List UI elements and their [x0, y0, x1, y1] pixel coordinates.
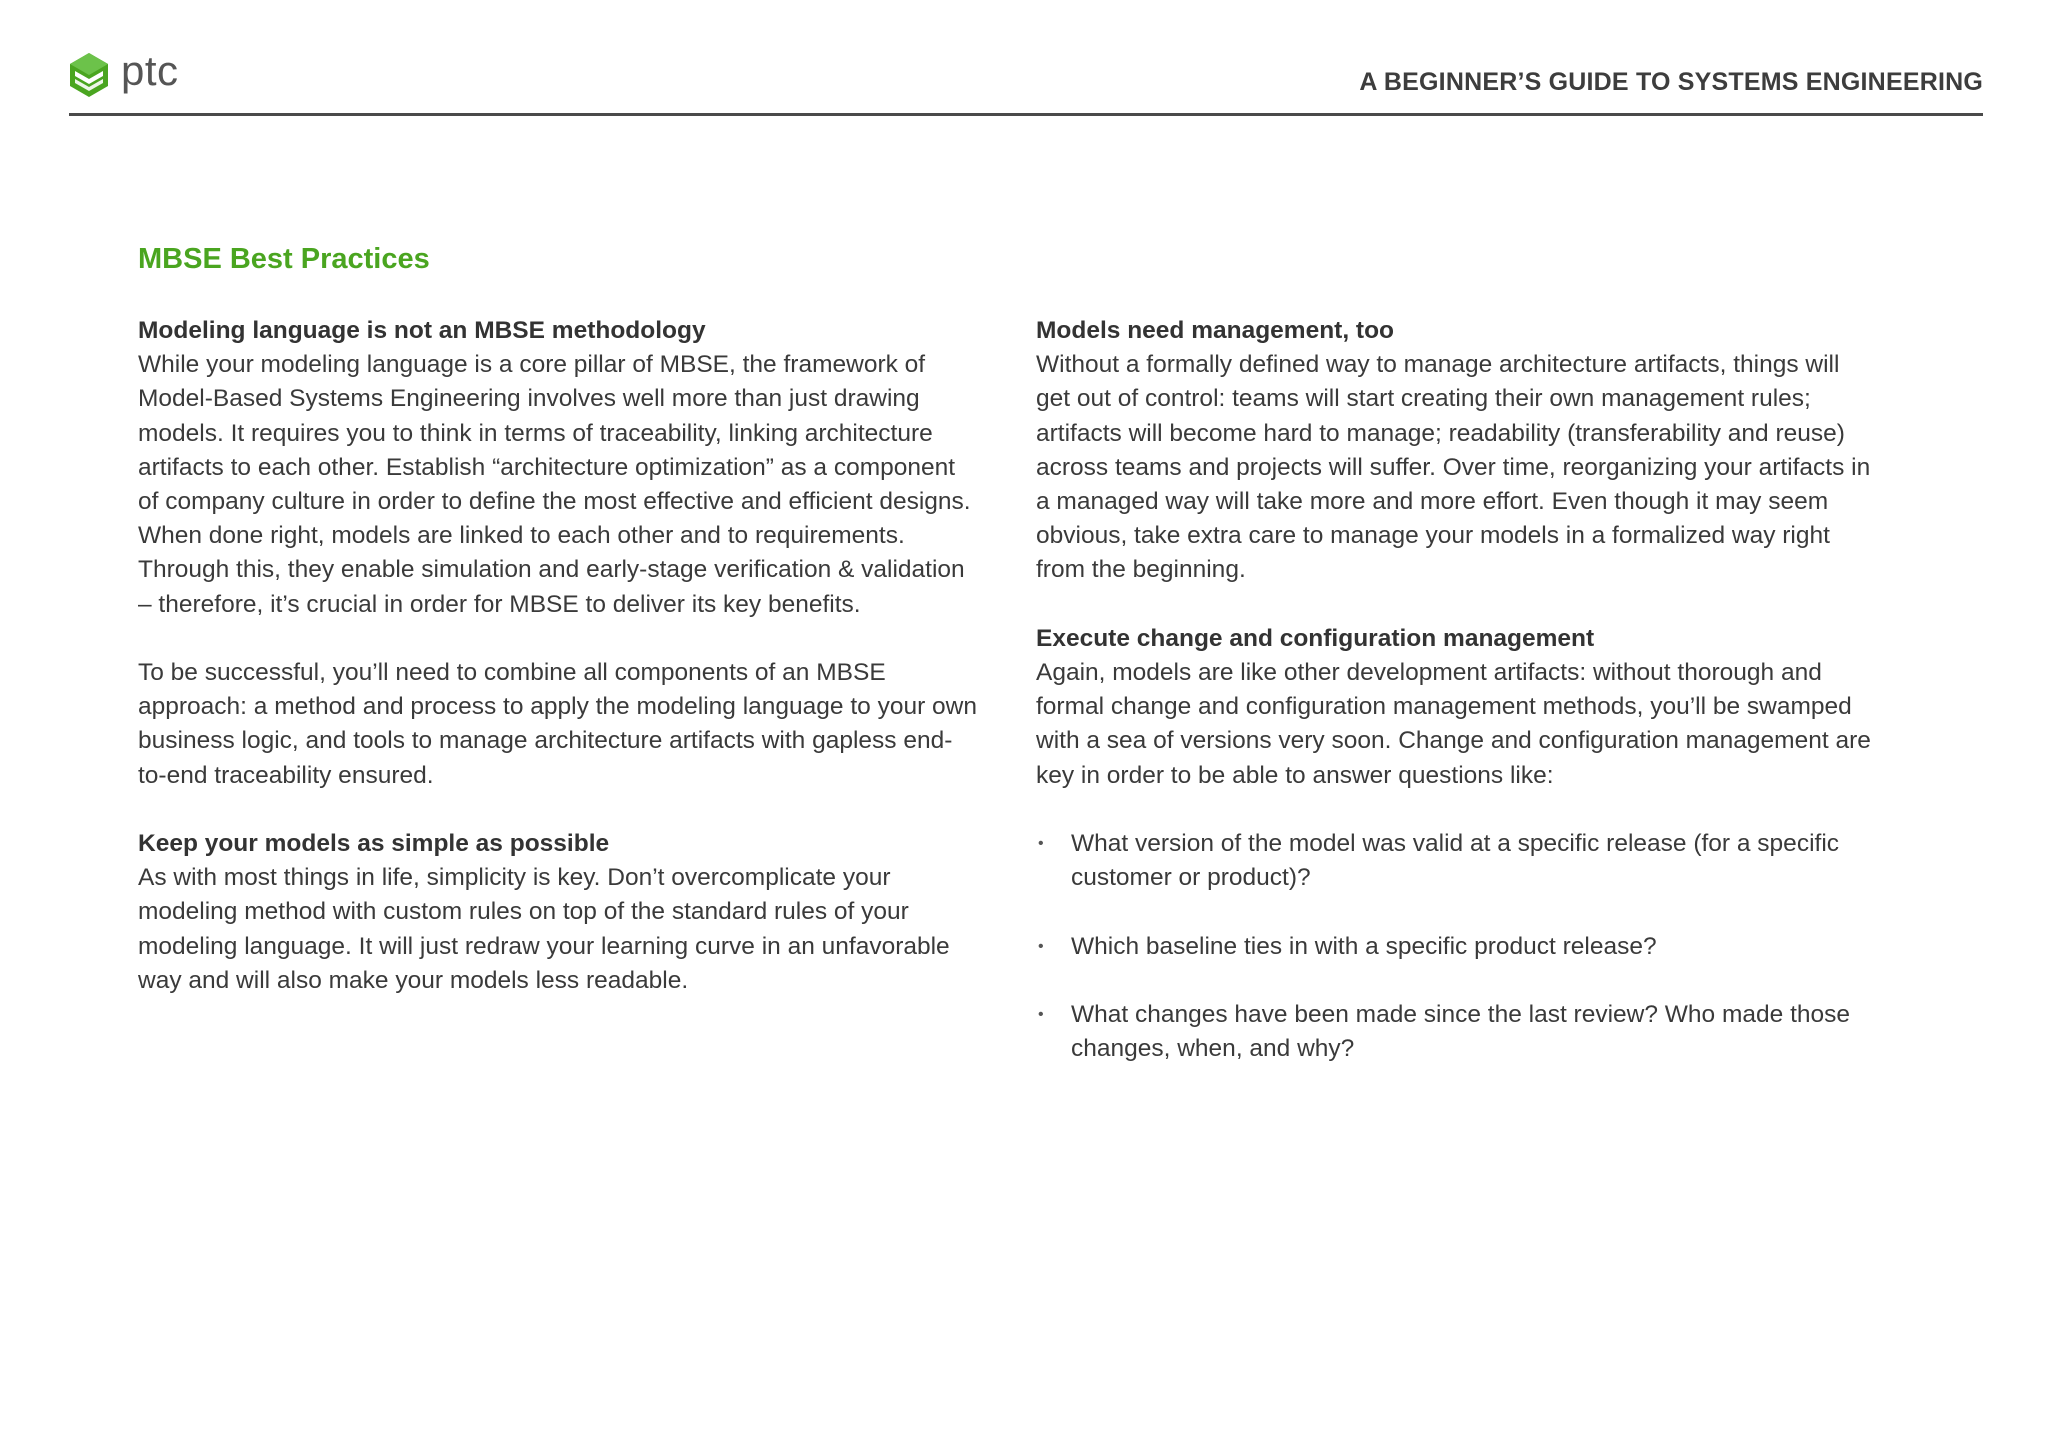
- change-management-block: [1036, 622, 1876, 793]
- document-title: A BEGINNER’S GUIDE TO SYSTEMS ENGINEERING: [1359, 68, 1983, 96]
- logo-text: ptc: [121, 47, 179, 94]
- block-body: While your modeling language is a core pillar of MBSE, the framework of Model-Based Systems Engineering involves well more than just drawing models. It requires you to think in terms of traceability, linking architecture artifacts to each other. Establish “architecture optimization” as a component of company culture in order to define the most effective and efficient designs. When done right, models are linked to each other and to requirements. Through this, they enable simulation and early-stage verification & validation – therefore, it’s crucial in order for MBSE to deliver its key benefits.: [138, 351, 971, 618]
- success-block: [138, 656, 978, 793]
- list-item: [1036, 930, 1876, 964]
- list-item-text: What changes have been made since the last review? Who made those changes, when, and why?: [1071, 1001, 1850, 1063]
- section-title: MBSE Best Practices: [138, 243, 430, 275]
- bullet-icon: •: [1038, 835, 1044, 853]
- bullet-icon: •: [1038, 1006, 1044, 1023]
- bullet-icon: •: [1038, 937, 1044, 955]
- list-item: [1036, 998, 1876, 1066]
- list-item-text: Which baseline ties in with a specific product release?: [1071, 932, 1657, 960]
- left-column: [138, 314, 978, 1032]
- block-body: Without a formally defined way to manage architecture artifacts, things will get out of control: teams will start creating their own management rules; artifacts will become hard to manage; readability (transferability and reuse) across teams and projects will suffer. Over time, reorganizing your artifacts in a managed way will take more and more effort. Even though it may seem obvious, take extra care to manage your models in a formalized way right from the beginning.: [1036, 351, 1871, 584]
- block-body: Again, models are like other development artifacts: without thorough and formal change and configuration management methods, you’ll be swamped with a sea of versions very soon. Change and configuration management are key in order to be able to answer questions like:: [1036, 659, 1871, 789]
- simplicity-block: [138, 827, 978, 998]
- questions-list: [1036, 827, 1876, 1066]
- list-item-text: What version of the model was valid at a specific release (for a specific customer or product)?: [1071, 830, 1840, 892]
- right-column: [1036, 314, 1876, 1101]
- model-management-block: [1036, 314, 1876, 588]
- block-body: To be successful, you’ll need to combine all components of an MBSE approach: a method and process to apply the modeling language to your own business logic, and tools to manage architecture artifacts with gapless end-to-end traceability ensured.: [138, 659, 978, 789]
- ptc-logo: [69, 47, 179, 98]
- ptc-logo-icon: [69, 52, 109, 98]
- block-heading: Execute change and configuration management: [1036, 624, 1595, 652]
- list-item: [1036, 827, 1876, 895]
- modeling-language-block: [138, 314, 978, 622]
- block-body: As with most things in life, simplicity is key. Don’t overcomplicate your modeling method with custom rules on top of the standard rules of your modeling language. It will just redraw your learning curve in an unfavorable way and will also make your models less readable.: [138, 864, 950, 994]
- block-heading: Modeling language is not an MBSE methodology: [138, 317, 706, 344]
- block-heading: Keep your models as simple as possible: [138, 830, 610, 858]
- page-header: [69, 48, 1983, 116]
- block-heading: Models need management, too: [1036, 317, 1395, 344]
